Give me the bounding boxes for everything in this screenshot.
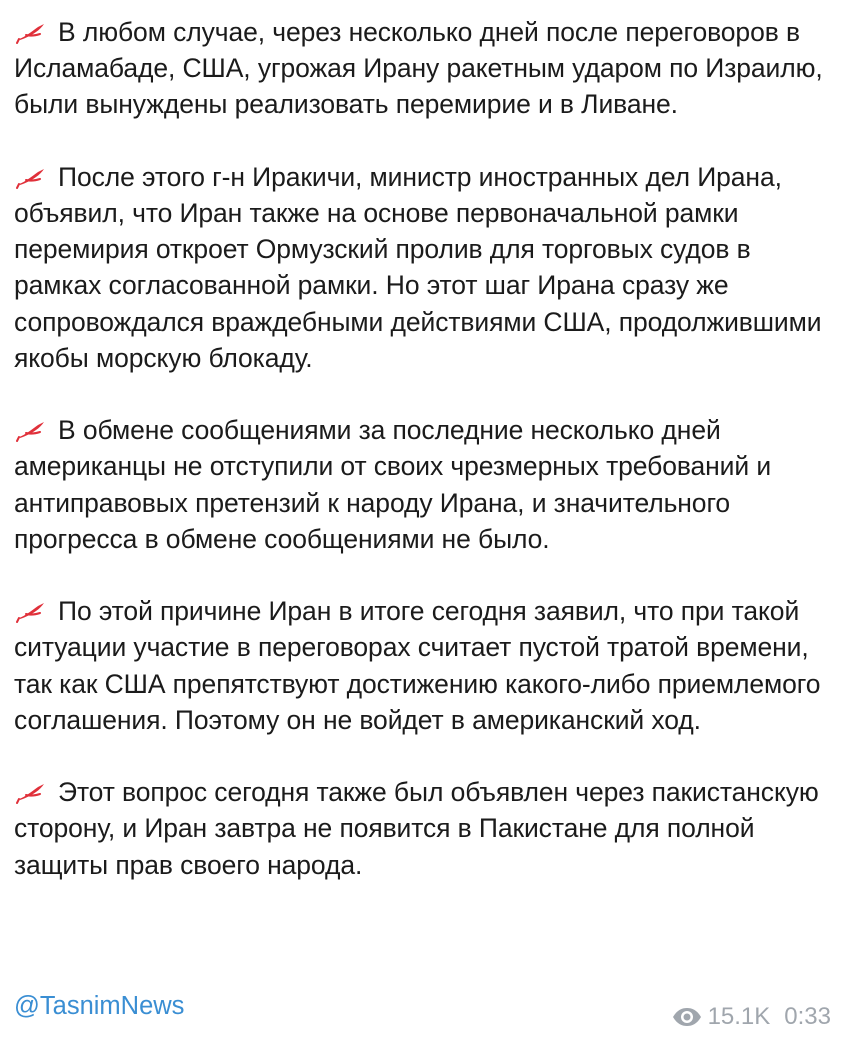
red-quill-icon <box>16 167 46 189</box>
message-body <box>14 14 834 919</box>
message-time: 0:33 <box>784 1003 831 1030</box>
eye-icon <box>672 1007 702 1027</box>
red-quill-icon <box>16 420 46 442</box>
red-quill-icon <box>16 601 46 623</box>
message-paragraph: В обмене сообщениями за последние несколько дней американцы не отступили от своих чрезмерных требований и антиправовых претензий к народу Ирана, и значительного прогресса в обмене сообщениями не было. <box>14 415 772 554</box>
message-meta <box>672 1003 831 1031</box>
view-count: 15.1K <box>707 1003 771 1030</box>
red-quill-icon <box>16 22 46 44</box>
message-paragraph: Этот вопрос сегодня также был объявлен через пакистанскую сторону, и Иран завтра не появится в Пакистане для полной защиты прав своего народа. <box>14 777 819 880</box>
signature-link[interactable]: @TasnimNews <box>14 992 185 1020</box>
message-paragraph: По этой причине Иран в итоге сегодня заявил, что при такой ситуации участие в переговорах считает пустой тратой времени, так как США препятствуют достижению какого-либо приемлемого соглашения. Поэтому он не войдет в американский ход. <box>14 596 821 735</box>
message-paragraph: После этого г-н Иракичи, министр иностранных дел Ирана, объявил, что Иран также на основе первоначальной рамки перемирия откроет Ормузский пролив для торговых судов в рамках согласованной рамки. Но этот шаг Ирана сразу же сопровождался враждебными действиями США, продолжившими якобы морскую блокаду. <box>14 161 822 373</box>
message-paragraph: В любом случае, через несколько дней после переговоров в Исламабаде, США, угрожая Ирану ракетным ударом по Израилю, были вынуждены реализовать перемирие и в Ливане. <box>14 17 823 120</box>
red-quill-icon <box>16 782 46 804</box>
